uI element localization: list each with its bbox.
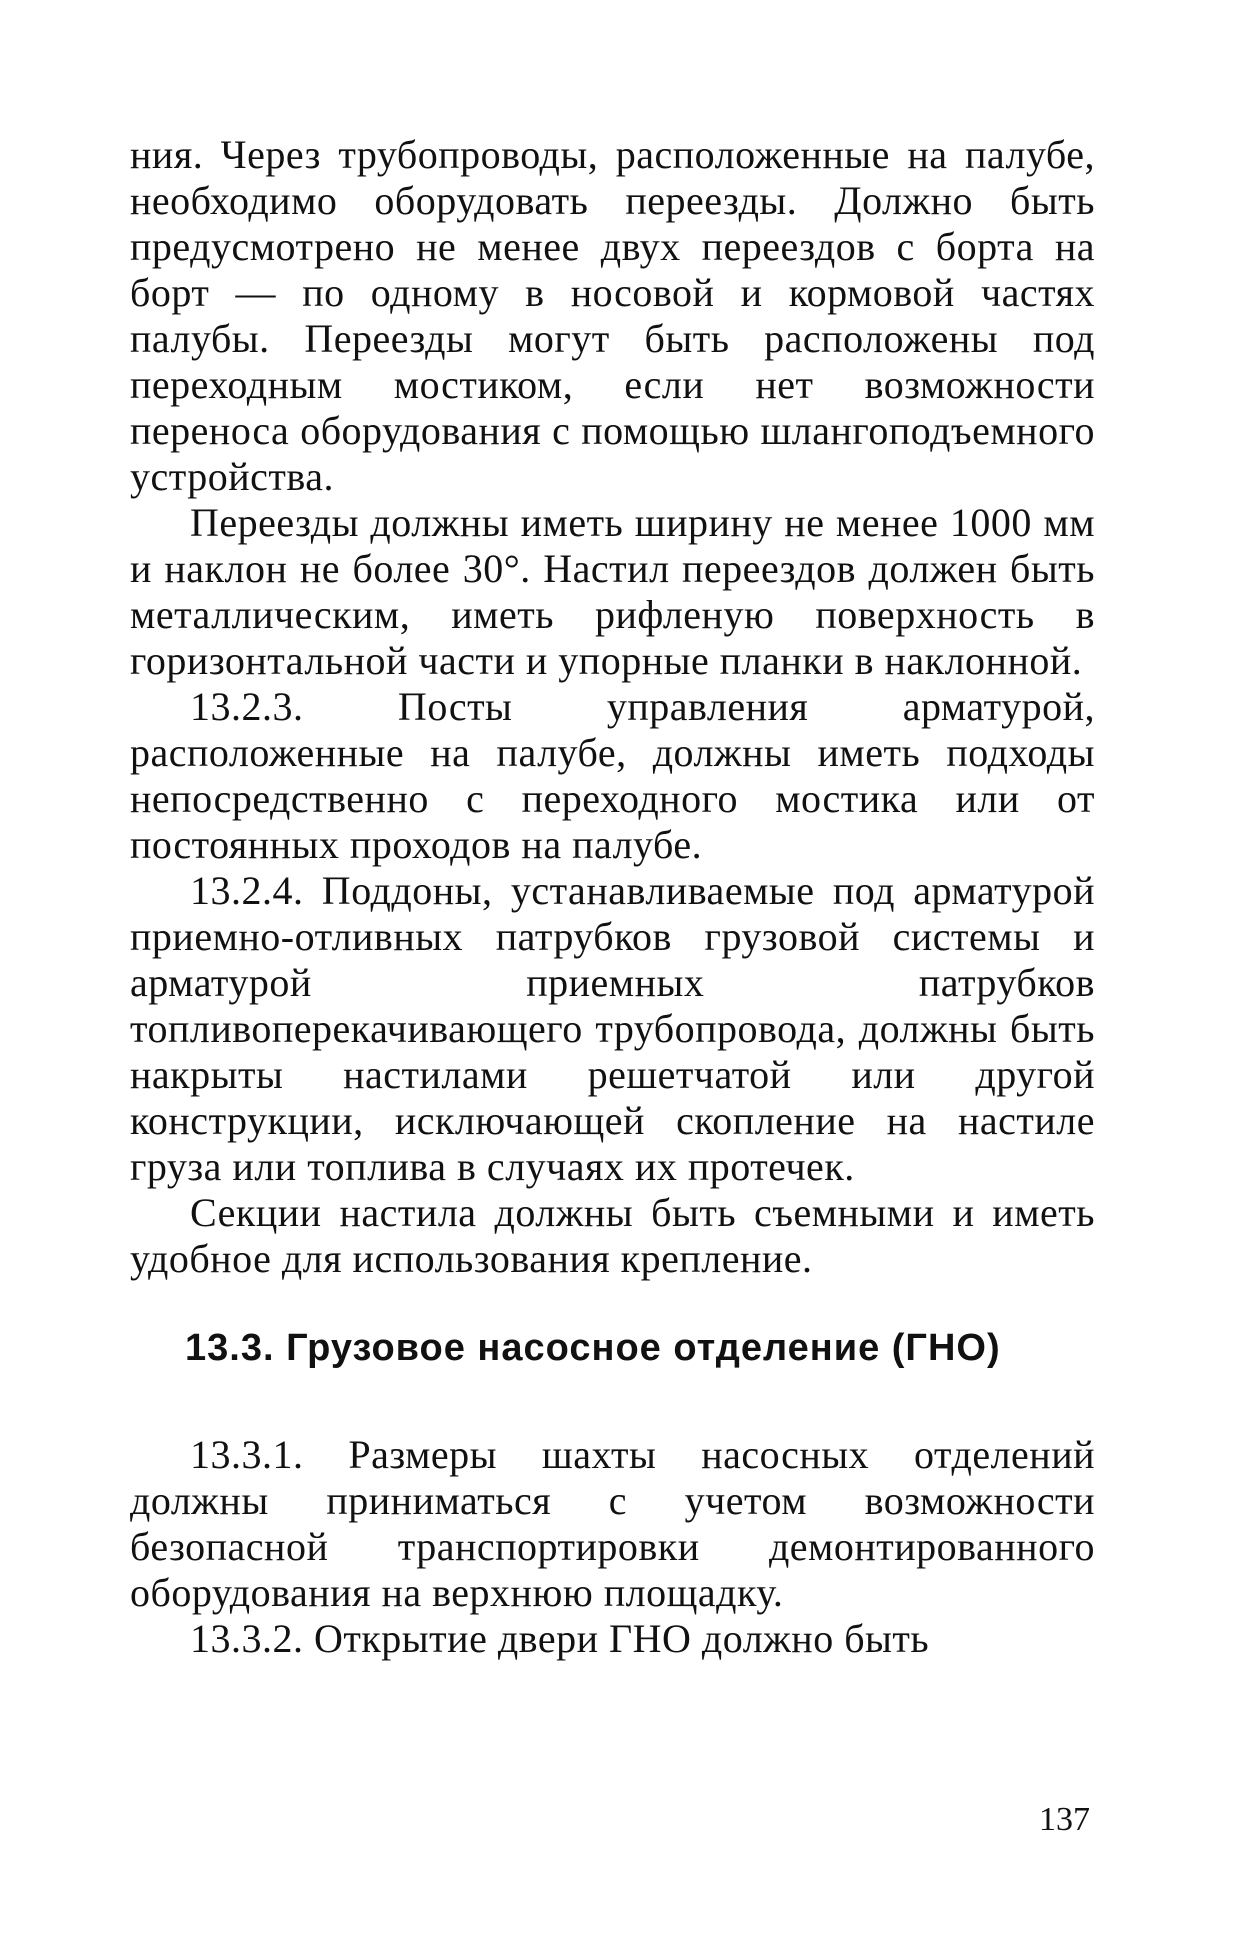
paragraph-deck-sections: Секции настила должны быть съемными и иметь удобное для использования крепление. <box>130 1190 1095 1281</box>
paragraph-13-2-3: 13.2.3. Посты управления арматурой, расположенные на палубе, должны иметь подходы непосредственно с переходного мостика или от постоянных проходов на палубе. <box>130 684 1095 867</box>
body-text-bottom <box>130 1432 1095 1662</box>
page-number: 137 <box>1039 1801 1090 1838</box>
paragraph-continuation: ния. Через трубопроводы, расположенные на палубе, необходимо оборудовать переезды. Должно быть предусмотрено не менее двух переездов с борта на борт — по одному в носовой и кормовой частях палубы. Переезды могут быть расположены под переходным мостиком, если нет возможности переноса оборудования с помощью шлангоподъемного устройства. <box>130 132 1095 499</box>
paragraph-13-2-4: 13.2.4. Поддоны, устанавливаемые под арматурой приемно-отливных патрубков грузовой системы и арматурой приемных патрубков топливоперекачивающего трубопровода, должны быть накрыты настилами решетчатой или другой конструкции, исключающей скопление на настиле груза или топлива в случаях их протечек. <box>130 868 1095 1189</box>
paragraph-13-3-2: 13.3.2. Открытие двери ГНО должно быть <box>190 1616 930 1661</box>
body-text-top <box>130 132 1095 1282</box>
paragraph-13-3-1: 13.3.1. Размеры шахты насосных отделений должны приниматься с учетом возможности безопасной транспортировки демонтированного оборудования на верхнюю площадку. <box>130 1432 1095 1615</box>
paragraph-crossings-width: Переезды должны иметь ширину не менее 1000 мм и наклон не более 30°. Настил переездов должен быть металлическим, иметь рифленую поверхность в горизонтальной части и упорные планки в наклонной. <box>130 500 1095 683</box>
section-heading: 13.3. Грузовое насосное отделение (ГНО) <box>185 1327 1001 1369</box>
